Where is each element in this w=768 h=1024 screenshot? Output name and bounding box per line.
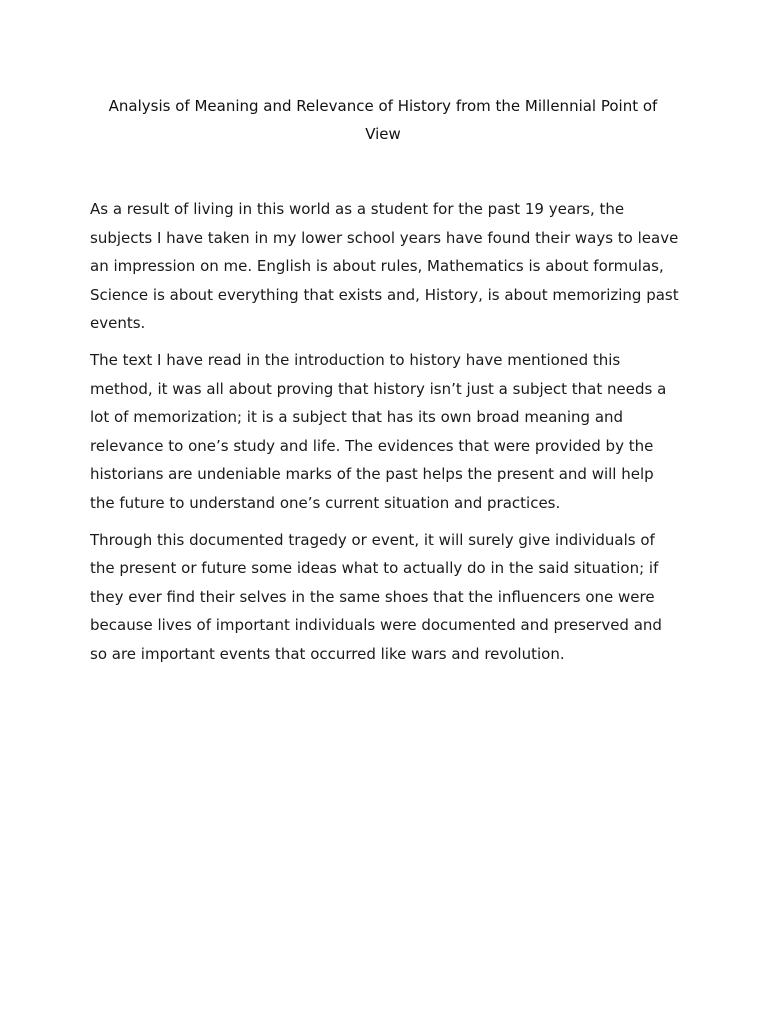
paragraph-1: As a result of living in this world as a student for the past 19 years, the subjects I have taken in my lower school years have found their ways to leave an impression on me. English is about rules, Mathematics is about formulas, Science is about everything that exists and, History, is about memorizing past events.: [90, 200, 679, 333]
paragraph-3: Through this documented tragedy or event, it will surely give individuals of the present or future some ideas what to actually do in the said situation; if they ever find their selves in the same shoes that the influencers one were because lives of important individuals were documented and preserved and so are important events that occurred like wars and revolution.: [90, 530, 662, 663]
document-body: [90, 195, 682, 677]
paragraph-2: The text I have read in the introduction to history have mentioned this method, it was all about proving that history isn’t just a subject that needs a lot of memorization; it is a subject that has its own broad meaning and relevance to one’s study and life. The evidences that were provided by the historians are undeniable marks of the past helps the present and will help the future to understand one’s current situation and practices.: [90, 350, 667, 512]
document-title: Analysis of Meaning and Relevance of History from the Millennial Point of View: [108, 97, 658, 143]
